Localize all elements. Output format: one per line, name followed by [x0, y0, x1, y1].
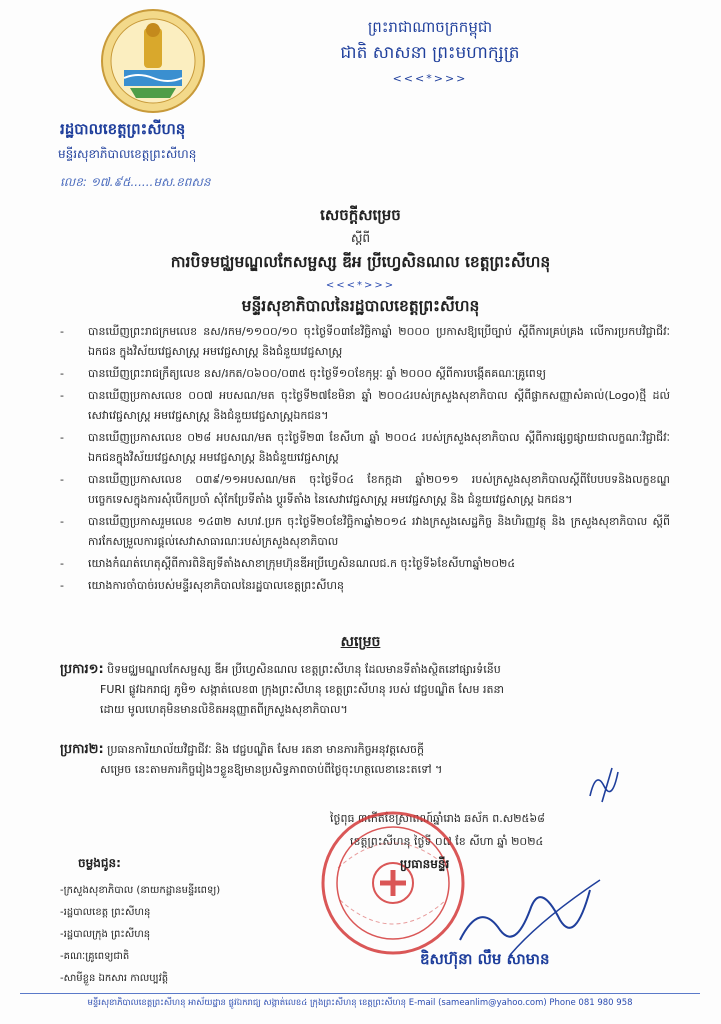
department-name: មន្ទីរសុខាភិបាលខេត្តព្រះសីហនុ: [58, 147, 197, 161]
article-1-text: បិទមជ្ឈមណ្ឌលកែសម្ផស្ស ឌីអ ប្រីហ្វេសិនណល ខេត្តព្រះសីហនុ ដែលមានទីតាំងស្ថិតនៅផ្សារទំនើប: [107, 663, 501, 676]
consideration-item: - បានឃើញប្រកាសលេខ ០០៧ អបសណ/មត ចុះថ្ងៃទី២៧ខែមិនា ឆ្នាំ ២០០៤របស់ក្រសួងសុខាភិបាល ស្តីពីផ្លាកសញ្ញាសំគាល់(Logo)ថ្មី ដល់សេវាវេជ្ជសាស្ត្រ អមវេជ្ជសាស្ត្រ និងជំនួយវេជ្ជសាស្ត្រឯកជន។: [60, 386, 670, 426]
cc-item: -គណៈគ្រូពេទ្យជាតិ: [60, 951, 130, 962]
consideration-item: - បានឃើញប្រកាសលេខ ០២៨ អបសណ/មត ចុះថ្ងៃទី២៣ ខែសីហា ឆ្នាំ ២០០៤ របស់ក្រសួងសុខាភិបាល ស្តីពីការផ្សព្វផ្សាយជាលក្ខណៈវិជ្ជាជីវៈឯកជនក្នុងវិស័យវេជ្ជសាស្ត្រ អមវេជ្ជសាស្ត្រ និងជំនួយវេជ្ជសាស្ត្រ: [60, 428, 670, 468]
cc-item: -រដ្ឋបាលខេត្ត ព្រះសីហនុ: [60, 907, 151, 918]
article-2-label: ប្រការ២:: [60, 742, 104, 757]
article-2: [60, 740, 660, 780]
provincial-seal-logo: [100, 8, 206, 114]
kingdom-motto-line2: ជាតិ សាសនា ព្រះមហាក្សត្រ: [340, 43, 520, 63]
document-subtitle-about: ស្តីពី: [350, 231, 371, 245]
document-subject: ការបិទមជ្ឈមណ្ឌលកែសម្ផស្ស ឌីអ ប្រីហ្វេសិនណល ខេត្តព្រះសីហនុ: [170, 253, 551, 271]
cc-item: -ក្រសួងសុខាភិបាល (នាយកដ្ឋានមន្ទីរពេទ្យ): [60, 885, 221, 896]
decision-heading: សម្រេច: [340, 634, 381, 650]
consideration-item: - យោងការចាំបាច់របស់មន្ទីរសុខាភិបាលនៃរដ្ឋបាលខេត្តព្រះសីហនុ: [60, 576, 670, 596]
title-ornament: <<<*>>>: [325, 280, 396, 291]
consideration-item: - បានឃើញព្រះរាជក្រមលេខ នស/រកម/១១០០/១០ ចុះថ្ងៃទី០៣ខែវិច្ឆិកាឆ្នាំ ២០០០ ប្រកាសឱ្យប្រើច្បាប់ ស្តីពីការគ្រប់គ្រង លើការប្រកបវិជ្ជាជីវៈឯកជន ក្នុងវិស័យវេជ្ជសាស្ត្រ អមវេជ្ជសាស្ត្រ និងជំនួយវេជ្ជសាស្ត្រ: [60, 322, 670, 362]
article-1-continuation: FURI ផ្លូវឯករាជ្យ ភូមិ១ សង្កាត់លេខ៣ ក្រុងព្រះសីហនុ ខេត្តព្រះសីហនុ របស់ វេជ្ជបណ្ឌិត សែម រតនា: [100, 683, 504, 696]
article-2-text: ប្រធានការិយាល័យវិជ្ជាជីវៈ និង វេជ្ជបណ្ឌិត សែម រតនា មានភារកិច្ចអនុវត្តសេចក្តី: [107, 743, 425, 756]
solar-date: ខេត្តព្រះសីហនុ ថ្ងៃទី ០៧ ខែ សីហា ឆ្នាំ ២០២៤: [350, 835, 544, 848]
initial-signature: [582, 762, 632, 806]
issuing-authority: មន្ទីរសុខាភិបាលនៃរដ្ឋបាលខេត្តព្រះសីហនុ: [241, 297, 480, 315]
consideration-item: - បានឃើញប្រកាសរួមលេខ ១៤៣២ សហវ.ប្រក ចុះថ្ងៃទី២០ខែវិច្ឆិកាឆ្នាំ២០១៤ រវាងក្រសួងសេដ្ឋកិច្ច និងហិរញ្ញវត្ថុ និង ក្រសួងសុខាភិបាល ស្តីពីការកែសម្រួលការផ្តល់សេវាសាធារណៈរបស់ក្រសួងសុខាភិបាល: [60, 512, 670, 552]
administration-name: រដ្ឋបាលខេត្តព្រះសីហនុ: [60, 120, 186, 138]
cc-item: -រដ្ឋបាលក្រុង ព្រះសីហនុ: [60, 929, 151, 940]
footer-divider: [20, 993, 700, 994]
kingdom-motto-line1: ព្រះរាជាណាចក្រកម្ពុជា: [367, 18, 493, 36]
document-title: សេចក្តីសម្រេច: [320, 206, 401, 224]
considerations-list: [60, 322, 670, 598]
consideration-item: - យោងកំណត់ហេតុស្តីពីការពិនិត្យទីតាំងសាខាក្រុមហ៊ុនឌីអប្រីហ្វេសិនណលជ.ក ចុះថ្ងៃទី៦ខែសីហាឆ្នាំ២០២៤: [60, 554, 670, 574]
lunar-date: ថ្ងៃពុធ ៣កើតខែស្រាពណ៍ឆ្នាំរោង ឆស័ក ព.ស២៥៦៨: [330, 812, 545, 825]
signatory-title: ប្រធានមន្ទីរ: [400, 857, 450, 871]
article-1-continuation-2: ដោយ មូលហេតុមិនមានលិខិតអនុញ្ញាតពីក្រសួងសុខាភិបាល។: [100, 703, 348, 716]
consideration-item: - បានឃើញព្រះរាជក្រឹត្យលេខ នស/រកត/០៦០០/០៣៥ ចុះថ្ងៃទី១០ខែកុម្ភៈ ឆ្នាំ ២០០០ ស្តីពីការបង្កើតគណៈគ្រូពេទ្យ: [60, 364, 670, 384]
footer-contact: មន្ទីរសុខាភិបាលខេត្តព្រះសីហនុ អាស័យដ្ឋាន ផ្លូវឯករាជ្យ សង្កាត់លេខ៤ ក្រុងព្រះសីហនុ ខេត្តព្រះសីហនុ E-mail (sameanlim@yahoo.com) Phone 081 980 958: [87, 998, 633, 1008]
cc-item: -សាមីខ្លួន ឯកសារ កាលប្បវត្តិ: [60, 973, 169, 984]
signatory-name: ឌិសហ៊ុនា លឹម សាមាន: [420, 950, 550, 968]
article-1: [60, 660, 660, 720]
handwritten-signature: [440, 860, 620, 960]
motto-ornament: <<<*>>>: [392, 72, 468, 85]
consideration-item: - បានឃើញប្រកាសលេខ ០៣៩/១១អបសណ/មត ចុះថ្ងៃទី០៤ ខែកក្កដា ឆ្នាំ២០១១ របស់ក្រសួងសុខាភិបាលស្តីពីបែបបទនិងលក្ខខណ្ឌ បច្ចេកទេសក្នុងការសុំបើកប្រចាំ សុំកែប្រែទីតាំង ប្តូរទីតាំង នៃសេវាវេជ្ជសាស្ត្រ អមវេជ្ជសាស្ត្រ និង ជំនួយវេជ្ជសាស្ត្រ ឯកជន។: [60, 470, 670, 510]
cc-heading: ចម្លងជូន:: [78, 856, 121, 870]
article-2-continuation: សម្រេច នេះតាមភារកិច្ចរៀងៗខ្លួនឱ្យមានប្រសិទ្ធភាពចាប់ពីថ្ងៃចុះហត្ថលេខានេះតទៅ ។: [100, 763, 443, 776]
cc-list: [60, 880, 220, 990]
reference-number: លេខ: ១៧.៩៥......មស.ខពសន: [60, 175, 211, 189]
article-1-label: ប្រការ១:: [60, 662, 104, 677]
